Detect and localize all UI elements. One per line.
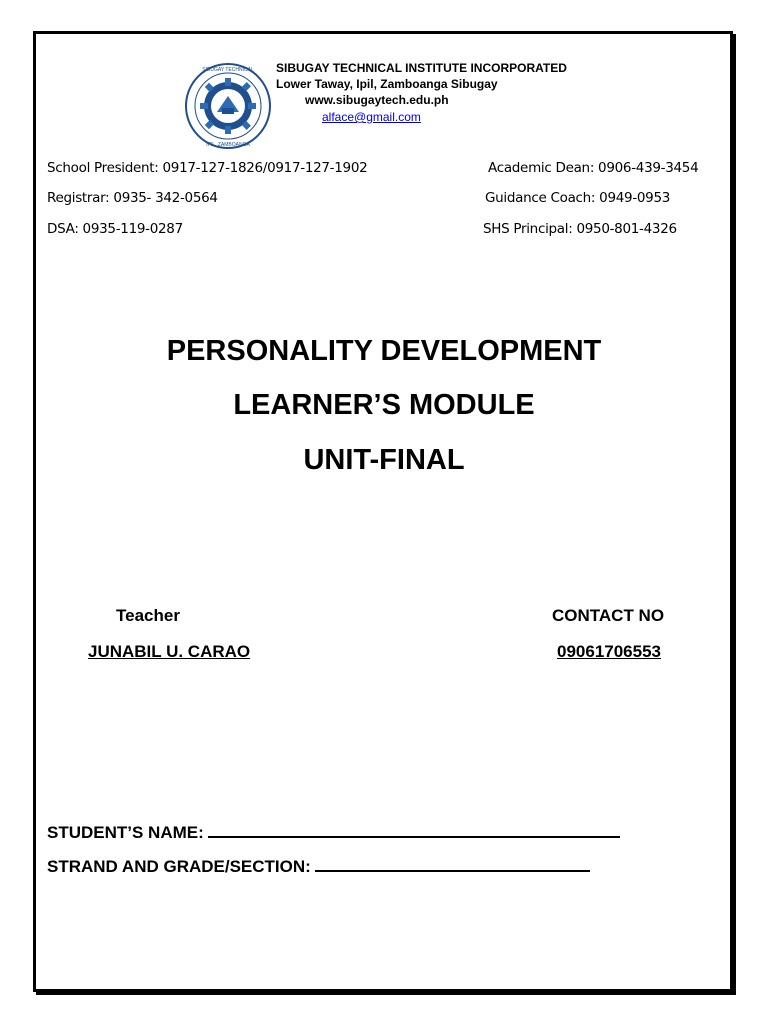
svg-text:SIBUGAY TECHNICAL: SIBUGAY TECHNICAL: [202, 67, 254, 73]
teacher-name: JUNABIL U. CARAO: [88, 642, 251, 661]
contact-shs-principal: SHS Principal: 0950-801-4326: [483, 221, 677, 237]
title-line-1: PERSONALITY DEVELOPMENT: [166, 335, 602, 367]
strand-row: [47, 854, 590, 877]
contact-no-label: CONTACT NO: [552, 606, 665, 625]
contact-guidance: Guidance Coach: 0949-0953: [485, 190, 671, 206]
contact-dsa: DSA: 0935-119-0287: [47, 221, 183, 237]
school-website[interactable]: www.sibugaytech.edu.ph: [305, 93, 449, 107]
contact-president: School President: 0917-127-1826/0917-127-1902: [47, 160, 368, 176]
strand-label: STRAND AND GRADE/SECTION:: [47, 857, 311, 876]
teacher-contact-no: 09061706553: [557, 642, 662, 661]
title-line-2: LEARNER’S MODULE: [233, 389, 535, 421]
student-name-blank[interactable]: [208, 820, 620, 838]
school-address: Lower Taway, Ipil, Zamboanga Sibugay: [276, 77, 498, 91]
strand-blank[interactable]: [315, 854, 590, 872]
student-name-label: STUDENT’S NAME:: [47, 823, 204, 842]
school-email[interactable]: alface@gmail.com: [322, 110, 421, 124]
title-line-3: UNIT-FINAL: [303, 444, 465, 476]
svg-text:IPIL, ZAMBOANGA: IPIL, ZAMBOANGA: [206, 142, 250, 148]
teacher-label: Teacher: [116, 606, 180, 625]
student-name-row: [47, 820, 620, 843]
school-logo: [184, 62, 272, 150]
school-name: SIBUGAY TECHNICAL INSTITUTE INCORPORATED: [276, 61, 567, 75]
contact-registrar: Registrar: 0935- 342-0564: [47, 190, 218, 206]
contact-dean: Academic Dean: 0906-439-3454: [488, 160, 699, 176]
